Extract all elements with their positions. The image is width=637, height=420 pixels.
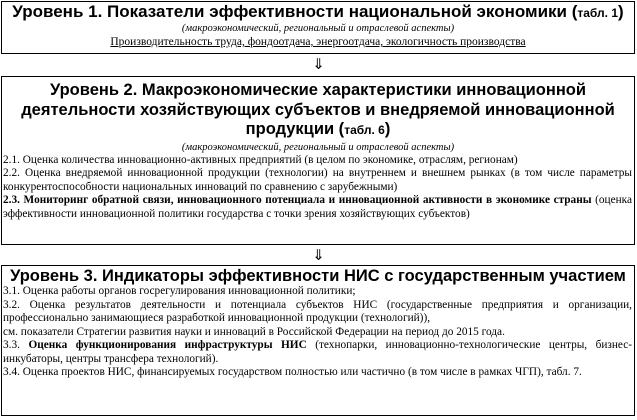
down-arrow-icon: ⇓	[312, 246, 325, 264]
level-2-title: Уровень 2. Макроэкономические характеристики инновационной деятельности хозяйствующих субъектов и внедряемой инновационной продукции (табл. 6)	[21, 81, 615, 138]
level-1-productivity-line: Производительность труда, фондоотдача, энергоотдача, экологичность производства	[110, 36, 526, 48]
level-3-item-1: 3.1. Оценка работы органов госрегулирования инновационной политики;	[3, 285, 356, 297]
level-1-table-ref: табл. 1	[577, 6, 619, 20]
level-1-subtitle: (макроэкономический, региональный и отраслевой аспекты)	[181, 23, 455, 34]
level-2-subtitle: (макроэкономический, региональный и отраслевой аспекты)	[181, 141, 455, 153]
level-1-box	[1, 1, 635, 54]
level-3-item-2-note: см. показатели Стратегии развития науки и инноваций в Российской Федерации на период до 2015 года.	[3, 325, 505, 338]
level-3-item-4: 3.4. Оценка проектов НИС, финансируемых государством полностью или частично (в том числе в рамках ЧГП), табл. 7.	[3, 366, 582, 378]
level-2-item-2: 2.2. Оценка внедряемой инновационной продукции (технологии) на внутреннем и внешнем рынках (в том числе параметры конкурентоспособности национальных инноваций по сравнению с зарубежными)	[3, 167, 632, 193]
level-3-item-2: 3.2. Оценка результатов деятельности и потенциала субъектов НИС (государственные предприятия и организации, профессионально занимающиеся разработкой инновационной продукции (технологий)),	[3, 298, 632, 324]
level-1-title: Уровень 1. Показатели эффективности национальной экономики (табл. 1)	[12, 2, 624, 21]
level-3-title: Уровень 3. Индикаторы эффективности НИС с государственным участием	[10, 267, 626, 285]
level-3-item-3: 3.3. Оценка функционирования инфраструктуры НИС (технопарки, инновационно-технологические центры, бизнес-инкубаторы, центры трансфера технологий).	[3, 339, 632, 365]
level-2-table-ref: табл. 6	[344, 123, 385, 137]
level-2-item-3: 2.3. Мониторинг обратной связи, инновационного потенциала и инновационной активности в экономике страны (оценка эффективности инновационной политики государства с точки зрения хозяйствующих субъектов)	[3, 194, 632, 220]
level-2-item-1: 2.1. Оценка количества инновационно-активных предприятий (в целом по экономике, отраслям, регионам)	[3, 153, 518, 166]
level-2-box	[1, 76, 635, 245]
level-3-box	[1, 265, 635, 416]
down-arrow-icon: ⇓	[312, 55, 325, 73]
